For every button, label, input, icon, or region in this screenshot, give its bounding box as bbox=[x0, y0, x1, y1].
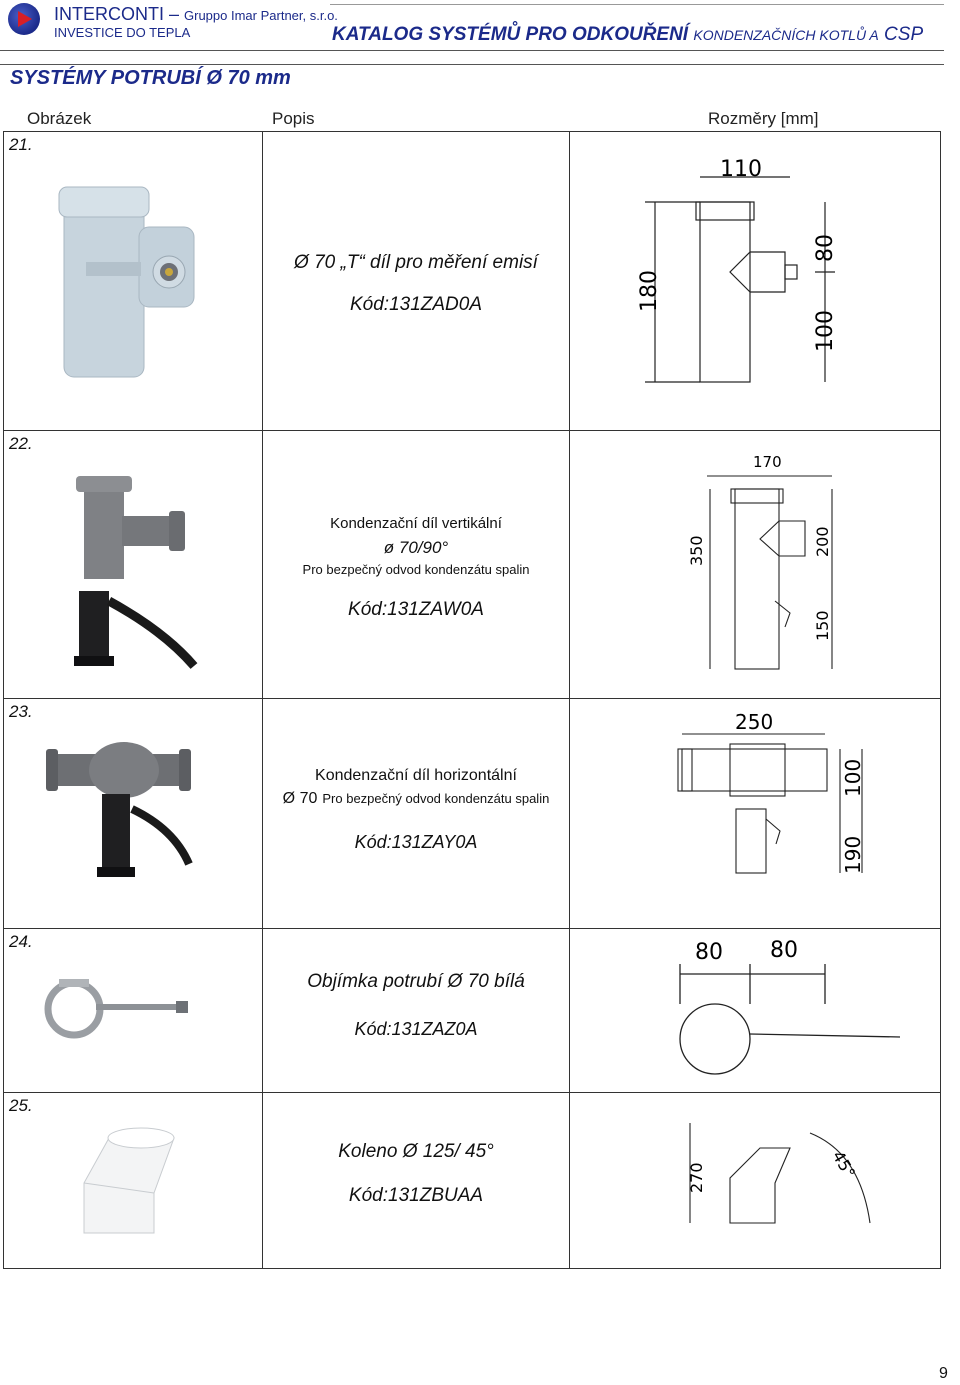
divider bbox=[0, 64, 944, 65]
horizontal-condensate-image bbox=[4, 699, 262, 923]
header-rule bbox=[330, 4, 944, 5]
catalog-title: KATALOG SYSTÉMŮ PRO ODKOUŘENÍ KONDENZAČNÍCH KOTLŮ A CSP bbox=[332, 24, 924, 45]
item-number: 23. bbox=[9, 702, 33, 721]
description-cell bbox=[263, 699, 570, 929]
item-code: Kód:131ZAY0A bbox=[354, 832, 478, 852]
table-row bbox=[4, 699, 941, 929]
dim-width: 250 bbox=[735, 710, 774, 734]
page-number: 9 bbox=[939, 1365, 948, 1382]
section-title: SYSTÉMY POTRUBÍ Ø 70 mm bbox=[10, 67, 291, 89]
item-note: Pro bezpečný odvod kondenzátu spalin bbox=[302, 562, 530, 577]
item-diameter: ø 70/90° bbox=[383, 538, 449, 557]
dimension-drawing bbox=[570, 1093, 940, 1263]
pipe-clamp-image bbox=[4, 929, 262, 1087]
item-diameter: Ø 70 bbox=[282, 790, 318, 807]
item-code: Kód:131ZAD0A bbox=[349, 294, 483, 315]
table-row bbox=[4, 431, 941, 699]
item-code: Kód:131ZAW0A bbox=[348, 599, 484, 620]
dim-angle: 45° bbox=[828, 1147, 860, 1182]
dim-height: 270 bbox=[687, 1162, 706, 1193]
dim-height: 350 bbox=[687, 535, 706, 566]
item-title: Ø 70 „T“ díl pro měření emisí bbox=[294, 252, 538, 273]
dim-upper: 200 bbox=[813, 526, 832, 557]
description-cell bbox=[263, 132, 570, 431]
dim-width: 110 bbox=[720, 157, 762, 182]
description-cell bbox=[263, 929, 570, 1093]
table-row bbox=[4, 1093, 941, 1269]
image-cell bbox=[4, 699, 263, 929]
dim-left: 80 bbox=[695, 940, 723, 965]
column-header-dimensions: Rozměry [mm] bbox=[708, 109, 819, 128]
item-diameter-line bbox=[263, 787, 569, 808]
image-cell bbox=[4, 431, 263, 699]
dim-width: 170 bbox=[753, 453, 782, 471]
description-cell bbox=[263, 1093, 570, 1269]
dimensions-cell bbox=[570, 431, 941, 699]
dim-right: 80 bbox=[770, 938, 798, 963]
elbow-image bbox=[4, 1093, 262, 1263]
item-code: Kód:131ZAZ0A bbox=[354, 1019, 478, 1039]
product-table bbox=[3, 131, 941, 1269]
company-name: INTERCONTI – Gruppo Imar Partner, s.r.o. bbox=[54, 4, 338, 24]
table-row bbox=[4, 132, 941, 431]
image-cell bbox=[4, 1093, 263, 1269]
image-cell bbox=[4, 929, 263, 1093]
dim-height: 180 bbox=[637, 270, 662, 312]
item-number: 22. bbox=[9, 434, 33, 453]
dimensions-cell bbox=[570, 1093, 941, 1269]
page-header bbox=[0, 0, 960, 48]
item-number: 21. bbox=[9, 135, 33, 154]
item-number: 24. bbox=[9, 932, 33, 951]
item-title: Kondenzační díl horizontální bbox=[315, 767, 517, 784]
divider bbox=[0, 50, 944, 51]
item-title: Objímka potrubí Ø 70 bílá bbox=[307, 971, 525, 992]
dim-lower: 100 bbox=[813, 310, 838, 352]
dimension-drawing bbox=[570, 431, 940, 693]
dimensions-cell bbox=[570, 132, 941, 431]
dim-lower: 150 bbox=[813, 610, 832, 641]
dimensions-cell bbox=[570, 699, 941, 929]
image-cell bbox=[4, 132, 263, 431]
dimensions-cell bbox=[570, 929, 941, 1093]
emission-tee-image bbox=[4, 132, 262, 425]
vertical-condensate-image bbox=[4, 431, 262, 693]
company-logo-icon bbox=[8, 3, 40, 35]
description-cell bbox=[263, 431, 570, 699]
item-note: Pro bezpečný odvod kondenzátu spalin bbox=[322, 791, 550, 806]
dim-upper: 80 bbox=[813, 234, 838, 262]
company-tagline: INVESTICE DO TEPLA bbox=[54, 25, 191, 40]
item-number: 25. bbox=[9, 1096, 33, 1115]
column-header-image: Obrázek bbox=[27, 109, 92, 128]
item-code: Kód:131ZBUAA bbox=[348, 1185, 484, 1206]
dimension-drawing bbox=[570, 929, 940, 1087]
table-row bbox=[4, 929, 941, 1093]
dimension-drawing bbox=[570, 132, 940, 425]
dimension-drawing bbox=[570, 699, 940, 923]
column-header-description: Popis bbox=[272, 109, 315, 128]
dim-upper: 100 bbox=[841, 758, 865, 797]
item-title: Koleno Ø 125/ 45° bbox=[338, 1141, 494, 1162]
item-title: Kondenzační díl vertikální bbox=[330, 515, 502, 532]
dim-lower: 190 bbox=[841, 835, 865, 874]
